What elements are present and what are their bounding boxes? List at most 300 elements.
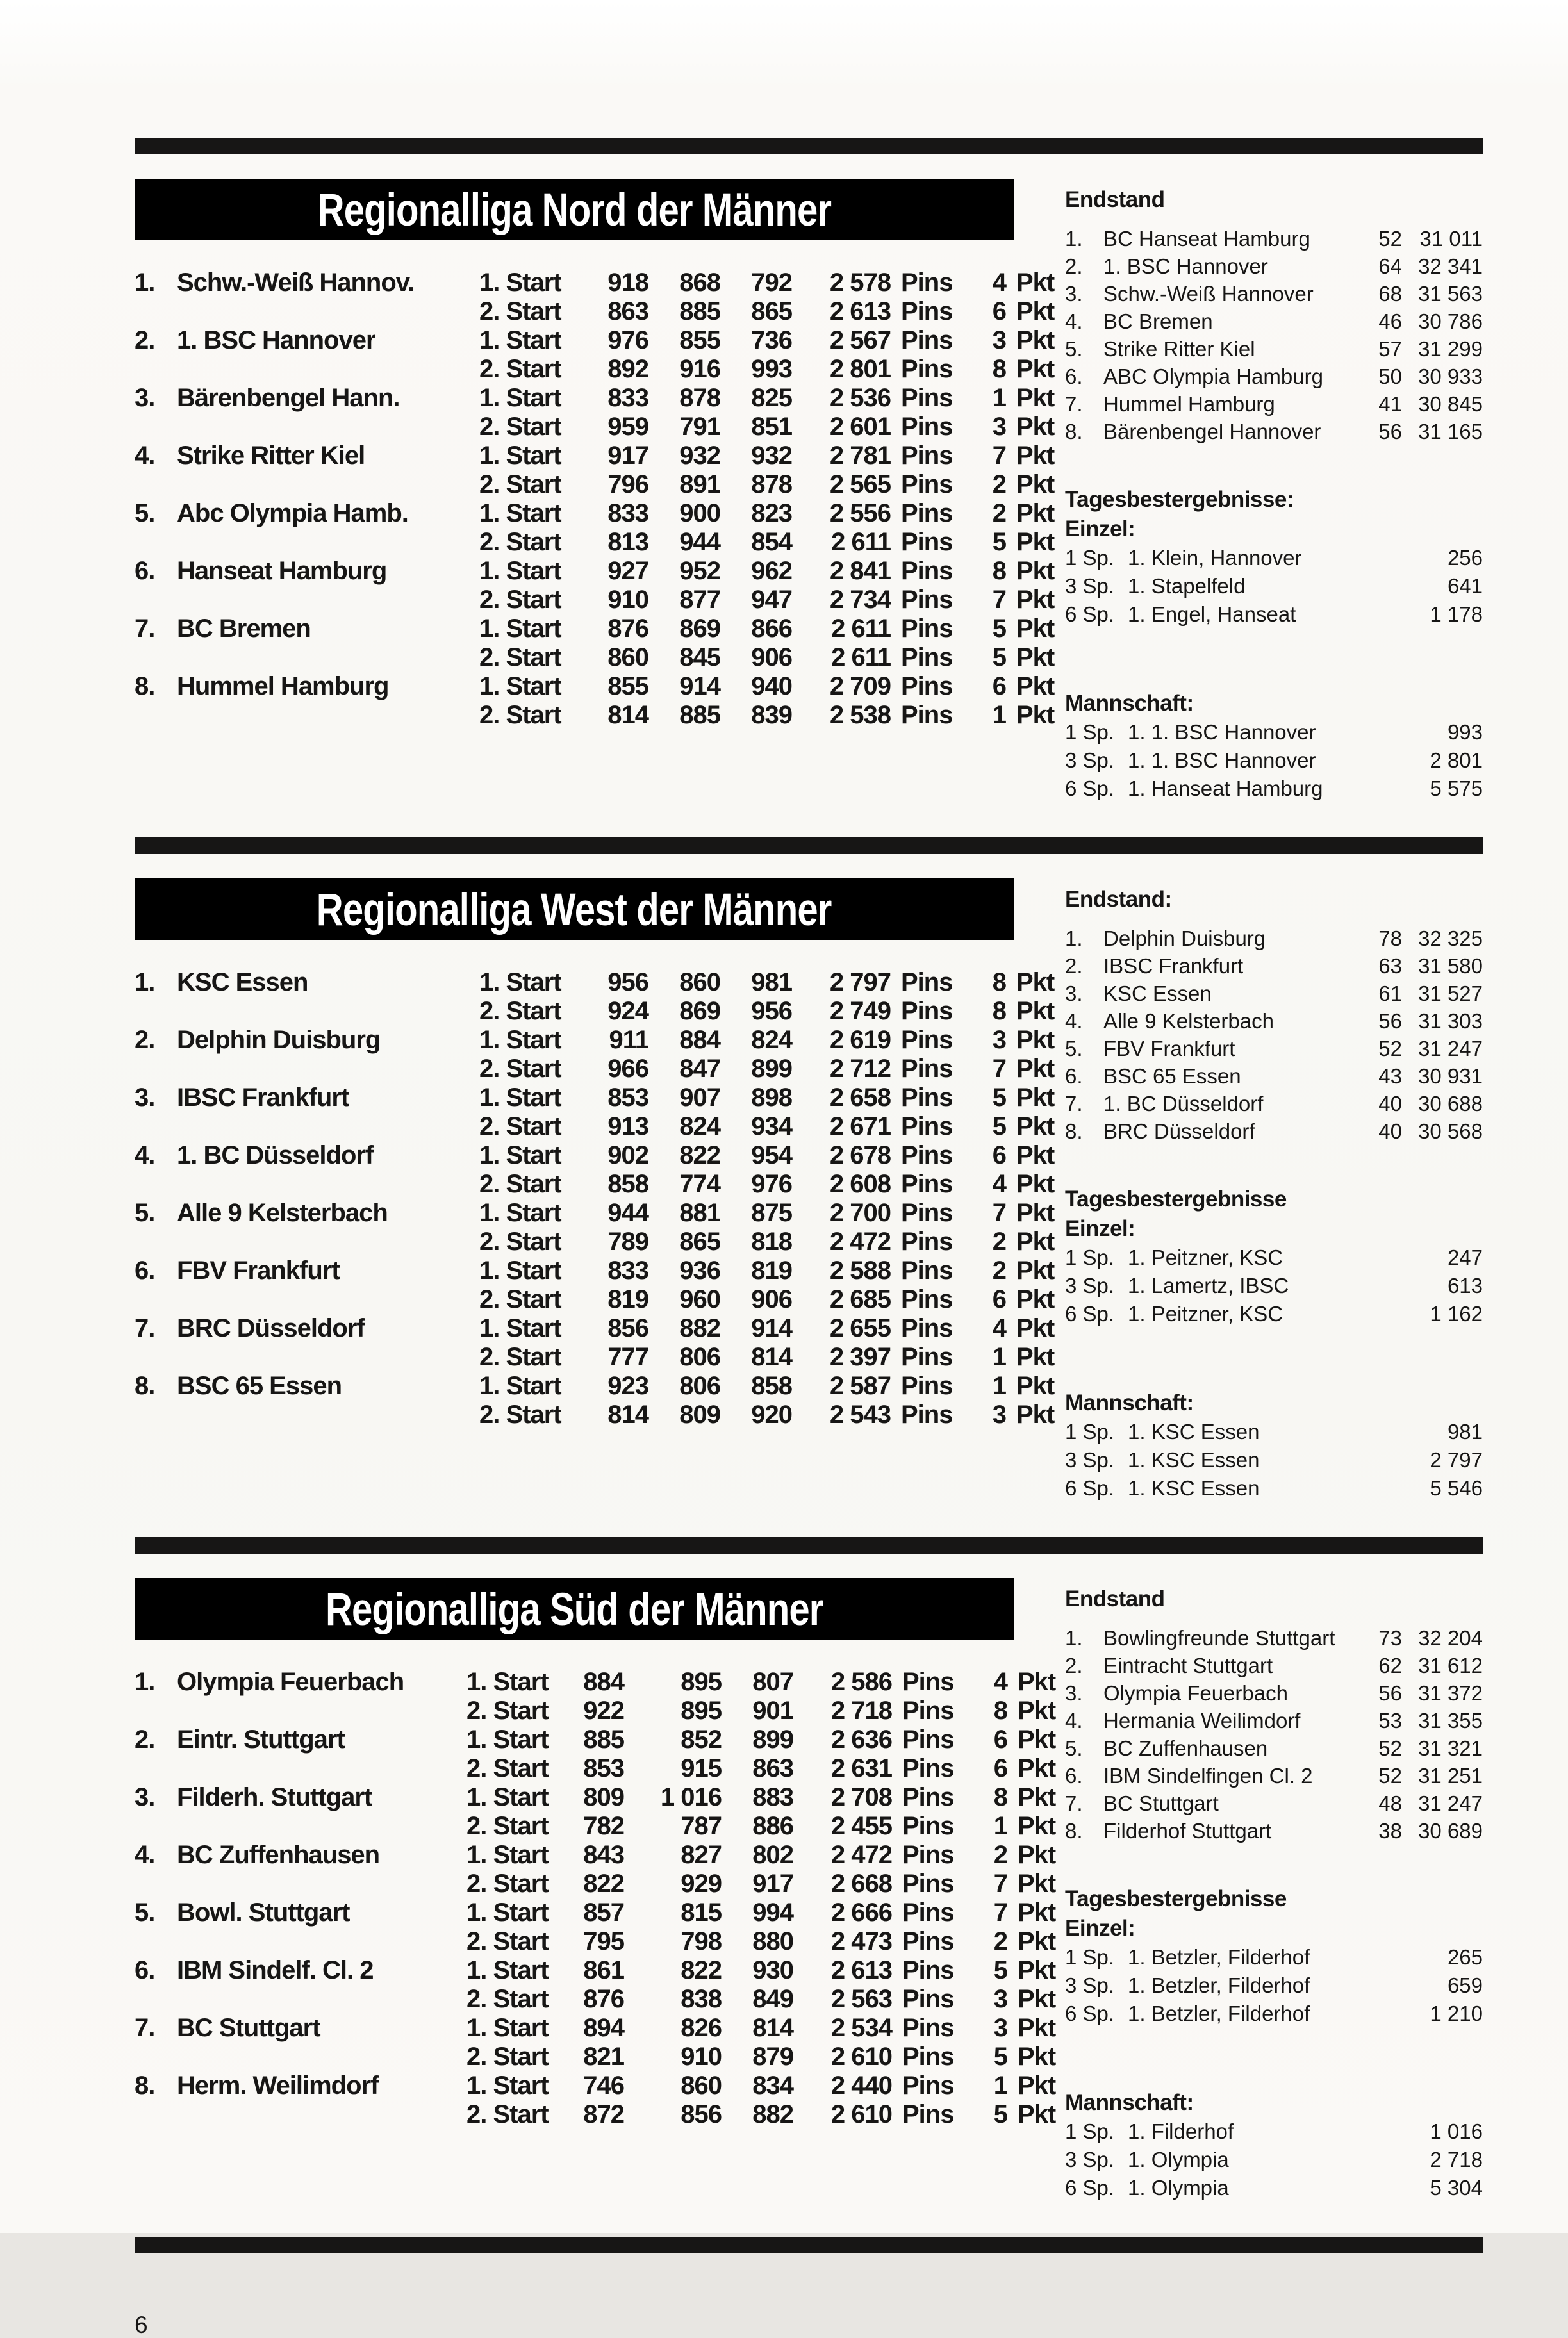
team-rank: 8. xyxy=(135,1372,155,1400)
pins-label: Pins xyxy=(901,1026,953,1054)
game2-score: 932 xyxy=(679,441,720,470)
team-name xyxy=(177,643,479,672)
endstand-team: Strike Ritter Kiel xyxy=(1103,337,1255,361)
game3-score: 930 xyxy=(752,1956,793,1984)
endstand-row xyxy=(1065,1090,1483,1117)
game1-score: 833 xyxy=(607,1256,648,1285)
endstand-row xyxy=(1065,1062,1483,1090)
endstand-team: BC Stuttgart xyxy=(1103,1791,1219,1815)
team-rank xyxy=(135,1055,177,1083)
pins-label: Pins xyxy=(902,1956,954,1984)
game1-score: 814 xyxy=(607,701,648,729)
endstand-rank: 6. xyxy=(1065,365,1083,388)
pins-total: 2 801 xyxy=(829,355,891,383)
points-value: 3 xyxy=(992,326,1006,354)
points-value: 4 xyxy=(992,1314,1006,1342)
game1-score: 876 xyxy=(583,1985,624,2013)
endstand-row xyxy=(1065,925,1483,952)
endstand-pins: 31 165 xyxy=(1418,420,1483,443)
team-rank xyxy=(135,2043,177,2071)
start-label: 1. Start xyxy=(479,1372,561,1400)
game3-score: 834 xyxy=(752,2071,793,2100)
pkt-label: Pkt xyxy=(1016,672,1055,700)
endstand-pins: 31 299 xyxy=(1418,337,1483,361)
endstand-pins: 30 568 xyxy=(1418,1119,1483,1143)
team-name: 1. BSC Hannover xyxy=(177,326,375,354)
game3-score: 947 xyxy=(751,586,792,614)
best-score: 1 178 xyxy=(1430,602,1483,626)
games-count: 1 Sp. xyxy=(1065,1420,1115,1444)
team-rank xyxy=(135,1985,177,2014)
team-rank: 1. xyxy=(135,268,155,297)
game3-score: 807 xyxy=(752,1668,793,1696)
endstand-rank: 5. xyxy=(1065,337,1083,361)
best-score: 5 546 xyxy=(1430,1476,1483,1500)
pins-total: 2 578 xyxy=(829,268,891,297)
endstand-points: 52 xyxy=(1378,1037,1402,1060)
einzel-block xyxy=(1065,515,1483,629)
game2-score: 869 xyxy=(679,614,720,643)
game2-score: 952 xyxy=(679,557,720,585)
pkt-label: Pkt xyxy=(1016,355,1055,383)
pins-total: 2 712 xyxy=(829,1055,891,1083)
team-rank xyxy=(135,1812,177,1841)
game2-score: 860 xyxy=(681,2071,722,2100)
endstand-team: Alle 9 Kelsterbach xyxy=(1103,1009,1274,1033)
team-name xyxy=(177,297,479,326)
game3-score: 932 xyxy=(751,441,792,470)
team-result-row xyxy=(135,355,1065,384)
best-entry: 1. Olympia xyxy=(1128,2148,1229,2171)
game3-score: 906 xyxy=(751,1285,792,1313)
endstand-team: FBV Frankfurt xyxy=(1103,1037,1235,1060)
team-name: IBM Sindelf. Cl. 2 xyxy=(177,1956,374,1984)
pins-total: 2 611 xyxy=(831,528,891,556)
team-result-row xyxy=(135,1372,1065,1401)
points-value: 8 xyxy=(992,997,1006,1025)
games-count: 6 Sp. xyxy=(1065,1302,1115,1326)
einzel-block xyxy=(1065,1914,1483,2028)
start-label: 1. Start xyxy=(479,268,561,297)
game2-score: 900 xyxy=(679,499,720,527)
team-name xyxy=(177,528,479,557)
best-score: 1 210 xyxy=(1430,2002,1483,2025)
game1-score: 821 xyxy=(583,2043,624,2071)
pins-total: 2 397 xyxy=(829,1343,891,1371)
pins-label: Pins xyxy=(901,297,953,325)
games-count: 1 Sp. xyxy=(1065,1246,1115,1269)
start-label: 1. Start xyxy=(479,557,561,585)
pins-total: 2 473 xyxy=(830,1927,892,1955)
einzel-block xyxy=(1065,1214,1483,1328)
points-value: 4 xyxy=(993,1668,1007,1696)
points-value: 7 xyxy=(993,1898,1007,1927)
team-name xyxy=(177,470,479,499)
team-result-row xyxy=(135,297,1065,326)
game3-score: 880 xyxy=(752,1927,793,1955)
pkt-label: Pkt xyxy=(1018,1956,1056,1984)
pins-label: Pins xyxy=(901,268,953,297)
endstand-row xyxy=(1065,418,1483,445)
points-value: 2 xyxy=(992,499,1006,527)
team-result-row xyxy=(135,1401,1065,1429)
team-name: 1. BC Düsseldorf xyxy=(177,1141,374,1169)
best-score: 1 016 xyxy=(1430,2120,1483,2143)
pins-total: 2 671 xyxy=(829,1112,891,1140)
pins-label: Pins xyxy=(902,1985,954,2013)
team-result-row xyxy=(135,672,1065,701)
pins-label: Pins xyxy=(901,528,953,556)
results-table xyxy=(135,968,1065,1429)
team-name xyxy=(177,1170,479,1199)
game3-score: 940 xyxy=(751,672,792,700)
game1-score: 922 xyxy=(583,1697,624,1725)
endstand-points: 57 xyxy=(1378,337,1402,361)
points-value: 5 xyxy=(993,2043,1007,2071)
game2-score: 838 xyxy=(681,1985,722,2013)
pins-total: 2 588 xyxy=(829,1256,891,1285)
points-value: 8 xyxy=(992,355,1006,383)
section-banner xyxy=(135,1578,1014,1640)
team-result-row xyxy=(135,1783,1065,1812)
mannschaft-best-row xyxy=(1065,718,1483,746)
start-label: 1. Start xyxy=(479,1314,561,1342)
team-result-row xyxy=(135,384,1065,413)
game2-score: 910 xyxy=(681,2043,722,2071)
team-result-row xyxy=(135,441,1065,470)
team-rank xyxy=(135,1754,177,1783)
pkt-label: Pkt xyxy=(1018,2014,1056,2042)
endstand-pins: 31 372 xyxy=(1418,1681,1483,1705)
game1-score: 782 xyxy=(583,1812,624,1840)
einzel-best-row xyxy=(1065,2000,1483,2028)
game3-score: 901 xyxy=(752,1697,793,1725)
mannschaft-best-row xyxy=(1065,2118,1483,2146)
team-result-row xyxy=(135,1199,1065,1228)
section-divider-rule xyxy=(135,837,1483,854)
endstand-table xyxy=(1065,225,1483,445)
pkt-label: Pkt xyxy=(1016,1199,1055,1227)
pkt-label: Pkt xyxy=(1018,1898,1056,1927)
pins-label: Pins xyxy=(902,2014,954,2042)
endstand-points: 52 xyxy=(1378,227,1402,251)
game3-score: 814 xyxy=(752,2014,793,2042)
einzel-best-row xyxy=(1065,1972,1483,2000)
best-score: 613 xyxy=(1447,1274,1483,1297)
pins-label: Pins xyxy=(901,1372,953,1400)
best-entry: 1. Klein, Hannover xyxy=(1128,546,1302,570)
pkt-label: Pkt xyxy=(1018,1754,1056,1782)
pkt-label: Pkt xyxy=(1018,1668,1056,1696)
team-name xyxy=(177,1228,479,1256)
start-label: 2. Start xyxy=(479,355,561,383)
team-rank: 7. xyxy=(135,614,155,643)
team-result-row xyxy=(135,1754,1065,1783)
page-number: 6 xyxy=(135,2312,148,2338)
pins-total: 2 567 xyxy=(829,326,891,354)
endstand-rank: 7. xyxy=(1065,1791,1083,1815)
start-label: 1. Start xyxy=(479,499,561,527)
pkt-label: Pkt xyxy=(1016,1141,1055,1169)
best-score: 5 304 xyxy=(1430,2176,1483,2200)
einzel-best-row xyxy=(1065,1943,1483,1972)
team-name xyxy=(177,2043,466,2071)
team-name: IBSC Frankfurt xyxy=(177,1083,349,1112)
game2-score: 960 xyxy=(679,1285,720,1313)
team-result-row xyxy=(135,614,1065,643)
endstand-team: BC Hanseat Hamburg xyxy=(1103,227,1310,251)
start-label: 1. Start xyxy=(466,1956,549,1984)
team-result-row xyxy=(135,1141,1065,1170)
pkt-label: Pkt xyxy=(1018,1927,1056,1955)
endstand-heading: Endstand xyxy=(1065,1586,1165,1611)
best-score: 993 xyxy=(1447,720,1483,744)
game1-score: 966 xyxy=(607,1055,648,1083)
best-entry: 1. Betzler, Filderhof xyxy=(1128,1945,1310,1969)
team-rank xyxy=(135,1112,177,1141)
start-label: 2. Start xyxy=(479,528,561,556)
endstand-rank: 8. xyxy=(1065,420,1083,443)
games-count: 3 Sp. xyxy=(1065,574,1115,598)
team-rank xyxy=(135,1228,177,1256)
endstand-row xyxy=(1065,363,1483,390)
game3-score: 851 xyxy=(751,413,792,441)
mannschaft-best-row xyxy=(1065,2146,1483,2174)
team-result-row xyxy=(135,2014,1065,2043)
endstand-pins: 30 689 xyxy=(1418,1819,1483,1843)
game3-score: 825 xyxy=(751,384,792,412)
team-rank xyxy=(135,643,177,672)
game2-score: 865 xyxy=(679,1228,720,1256)
team-name: Hummel Hamburg xyxy=(177,672,389,700)
team-result-row xyxy=(135,528,1065,557)
pkt-label: Pkt xyxy=(1016,701,1055,729)
points-value: 1 xyxy=(992,1343,1006,1371)
endstand-team: IBSC Frankfurt xyxy=(1103,954,1244,978)
team-result-row xyxy=(135,1228,1065,1256)
start-label: 2. Start xyxy=(479,997,561,1025)
game2-score: 845 xyxy=(679,643,720,671)
game2-score: 885 xyxy=(679,297,720,325)
game3-score: 962 xyxy=(751,557,792,585)
best-entry: 1. KSC Essen xyxy=(1128,1448,1260,1472)
endstand-pins: 30 786 xyxy=(1418,309,1483,333)
games-count: 1 Sp. xyxy=(1065,1945,1115,1969)
team-result-row xyxy=(135,1112,1065,1141)
pins-total: 2 666 xyxy=(830,1898,892,1927)
endstand-points: 56 xyxy=(1378,1009,1402,1033)
start-label: 1. Start xyxy=(466,1668,549,1696)
game3-score: 878 xyxy=(751,470,792,498)
team-name: BC Stuttgart xyxy=(177,2014,320,2042)
endstand-rank: 1. xyxy=(1065,227,1083,251)
endstand-rank: 2. xyxy=(1065,254,1083,278)
mannschaft-block xyxy=(1065,689,1483,803)
endstand-team: Hummel Hamburg xyxy=(1103,392,1275,416)
points-value: 7 xyxy=(993,1870,1007,1898)
pkt-label: Pkt xyxy=(1016,1026,1055,1054)
team-result-row xyxy=(135,1985,1065,2014)
team-result-row xyxy=(135,1841,1065,1870)
best-score: 981 xyxy=(1447,1420,1483,1444)
endstand-row xyxy=(1065,225,1483,252)
mannschaft-best-row xyxy=(1065,1474,1483,1502)
endstand-row xyxy=(1065,1762,1483,1790)
game3-score: 899 xyxy=(751,1055,792,1083)
pins-label: Pins xyxy=(901,1170,953,1198)
game1-score: 819 xyxy=(607,1285,648,1313)
team-result-row xyxy=(135,1927,1065,1956)
game2-score: 1 016 xyxy=(660,1783,722,1811)
team-name: Hanseat Hamburg xyxy=(177,557,387,585)
pins-total: 2 556 xyxy=(829,499,891,527)
endstand-heading: Endstand: xyxy=(1065,887,1172,912)
endstand-points: 61 xyxy=(1378,982,1402,1005)
best-entry: 1. Betzler, Filderhof xyxy=(1128,1973,1310,1997)
tagesbest-heading: Tagesbestergebnisse xyxy=(1065,1187,1287,1212)
endstand-points: 40 xyxy=(1378,1119,1402,1143)
game3-score: 899 xyxy=(752,1725,793,1754)
team-name xyxy=(177,1870,466,1898)
team-result-row xyxy=(135,499,1065,528)
game3-score: 898 xyxy=(751,1083,792,1112)
endstand-team: ABC Olympia Hamburg xyxy=(1103,365,1323,388)
endstand-row xyxy=(1065,1624,1483,1652)
team-result-row xyxy=(135,968,1065,997)
game1-score: 809 xyxy=(583,1783,624,1811)
pins-total: 2 565 xyxy=(829,470,891,498)
results-table xyxy=(135,268,1065,730)
endstand-points: 64 xyxy=(1378,254,1402,278)
game1-score: 956 xyxy=(607,968,648,996)
team-name: Bowl. Stuttgart xyxy=(177,1898,350,1927)
pins-total: 2 455 xyxy=(830,1812,892,1840)
game2-score: 815 xyxy=(681,1898,722,1927)
game2-score: 827 xyxy=(681,1841,722,1869)
team-rank: 3. xyxy=(135,1783,155,1811)
endstand-row xyxy=(1065,980,1483,1007)
pins-label: Pins xyxy=(902,2043,954,2071)
pkt-label: Pkt xyxy=(1016,297,1055,325)
game1-score: 853 xyxy=(583,1754,624,1782)
team-result-row xyxy=(135,1898,1065,1927)
pins-total: 2 613 xyxy=(830,1956,892,1984)
games-count: 1 Sp. xyxy=(1065,546,1115,570)
endstand-rank: 8. xyxy=(1065,1119,1083,1143)
game2-score: 915 xyxy=(681,1754,722,1782)
team-rank: 3. xyxy=(135,1083,155,1112)
team-result-row xyxy=(135,268,1065,297)
game1-score: 863 xyxy=(607,297,648,325)
mannschaft-heading: Mannschaft: xyxy=(1065,691,1194,716)
endstand-team: Bärenbengel Hannover xyxy=(1103,420,1321,443)
game3-score: 879 xyxy=(752,2043,793,2071)
start-label: 1. Start xyxy=(466,2014,549,2042)
endstand-team: IBM Sindelfingen Cl. 2 xyxy=(1103,1764,1313,1788)
team-name: Delphin Duisburg xyxy=(177,1026,381,1054)
pins-total: 2 587 xyxy=(829,1372,891,1400)
game1-score: 923 xyxy=(607,1372,648,1400)
pkt-label: Pkt xyxy=(1016,1401,1055,1429)
game1-score: 913 xyxy=(607,1112,648,1140)
endstand-row xyxy=(1065,1817,1483,1845)
endstand-row xyxy=(1065,252,1483,280)
endstand-row xyxy=(1065,1734,1483,1762)
points-value: 1 xyxy=(992,384,1006,412)
pins-total: 2 749 xyxy=(829,997,891,1025)
team-rank: 1. xyxy=(135,1668,155,1696)
team-rank: 4. xyxy=(135,1841,155,1869)
points-value: 6 xyxy=(993,1725,1007,1754)
game1-score: 861 xyxy=(583,1956,624,1984)
section-divider-rule xyxy=(135,138,1483,154)
pins-label: Pins xyxy=(901,672,953,700)
mannschaft-best-row xyxy=(1065,775,1483,803)
pins-total: 2 613 xyxy=(829,297,891,325)
einzel-best-row xyxy=(1065,1272,1483,1300)
game3-score: 736 xyxy=(751,326,792,354)
team-name xyxy=(177,997,479,1026)
game1-score: 927 xyxy=(607,557,648,585)
best-score: 247 xyxy=(1447,1246,1483,1269)
pkt-label: Pkt xyxy=(1018,2071,1056,2100)
endstand-pins: 32 341 xyxy=(1418,254,1483,278)
game3-score: 839 xyxy=(751,701,792,729)
games-count: 6 Sp. xyxy=(1065,1476,1115,1500)
game2-score: 885 xyxy=(679,701,720,729)
endstand-team: Delphin Duisburg xyxy=(1103,926,1266,950)
team-rank xyxy=(135,528,177,557)
best-score: 2 801 xyxy=(1430,748,1483,772)
pins-total: 2 781 xyxy=(829,441,891,470)
best-entry: 1. Peitzner, KSC xyxy=(1128,1246,1283,1269)
pins-label: Pins xyxy=(901,326,953,354)
endstand-row xyxy=(1065,1652,1483,1679)
start-label: 1. Start xyxy=(479,1026,561,1054)
endstand-rank: 7. xyxy=(1065,392,1083,416)
game2-score: 798 xyxy=(681,1927,722,1955)
game1-score: 902 xyxy=(607,1141,648,1169)
game2-score: 856 xyxy=(681,2100,722,2128)
best-entry: 1. 1. BSC Hannover xyxy=(1128,748,1316,772)
points-value: 3 xyxy=(992,413,1006,441)
standings-panel xyxy=(1065,878,1483,1502)
league-section xyxy=(135,179,1483,803)
game1-score: 917 xyxy=(607,441,648,470)
game2-score: 877 xyxy=(679,586,720,614)
team-rank xyxy=(135,1927,177,1956)
start-label: 2. Start xyxy=(479,1112,561,1140)
points-value: 5 xyxy=(993,2100,1007,2128)
pins-label: Pins xyxy=(901,413,953,441)
page-content xyxy=(135,138,1483,2338)
team-name xyxy=(177,1985,466,2014)
team-result-row xyxy=(135,1956,1065,1985)
mannschaft-block xyxy=(1065,1388,1483,1502)
points-value: 2 xyxy=(993,1927,1007,1955)
team-rank xyxy=(135,586,177,614)
team-result-row xyxy=(135,643,1065,672)
points-value: 2 xyxy=(993,1841,1007,1869)
standings-panel xyxy=(1065,179,1483,803)
start-label: 1. Start xyxy=(479,614,561,643)
points-value: 2 xyxy=(992,1256,1006,1285)
game2-score: 822 xyxy=(679,1141,720,1169)
points-value: 3 xyxy=(993,2014,1007,2042)
game1-score: 918 xyxy=(607,268,648,297)
start-label: 1. Start xyxy=(479,672,561,700)
game1-score: 855 xyxy=(607,672,648,700)
